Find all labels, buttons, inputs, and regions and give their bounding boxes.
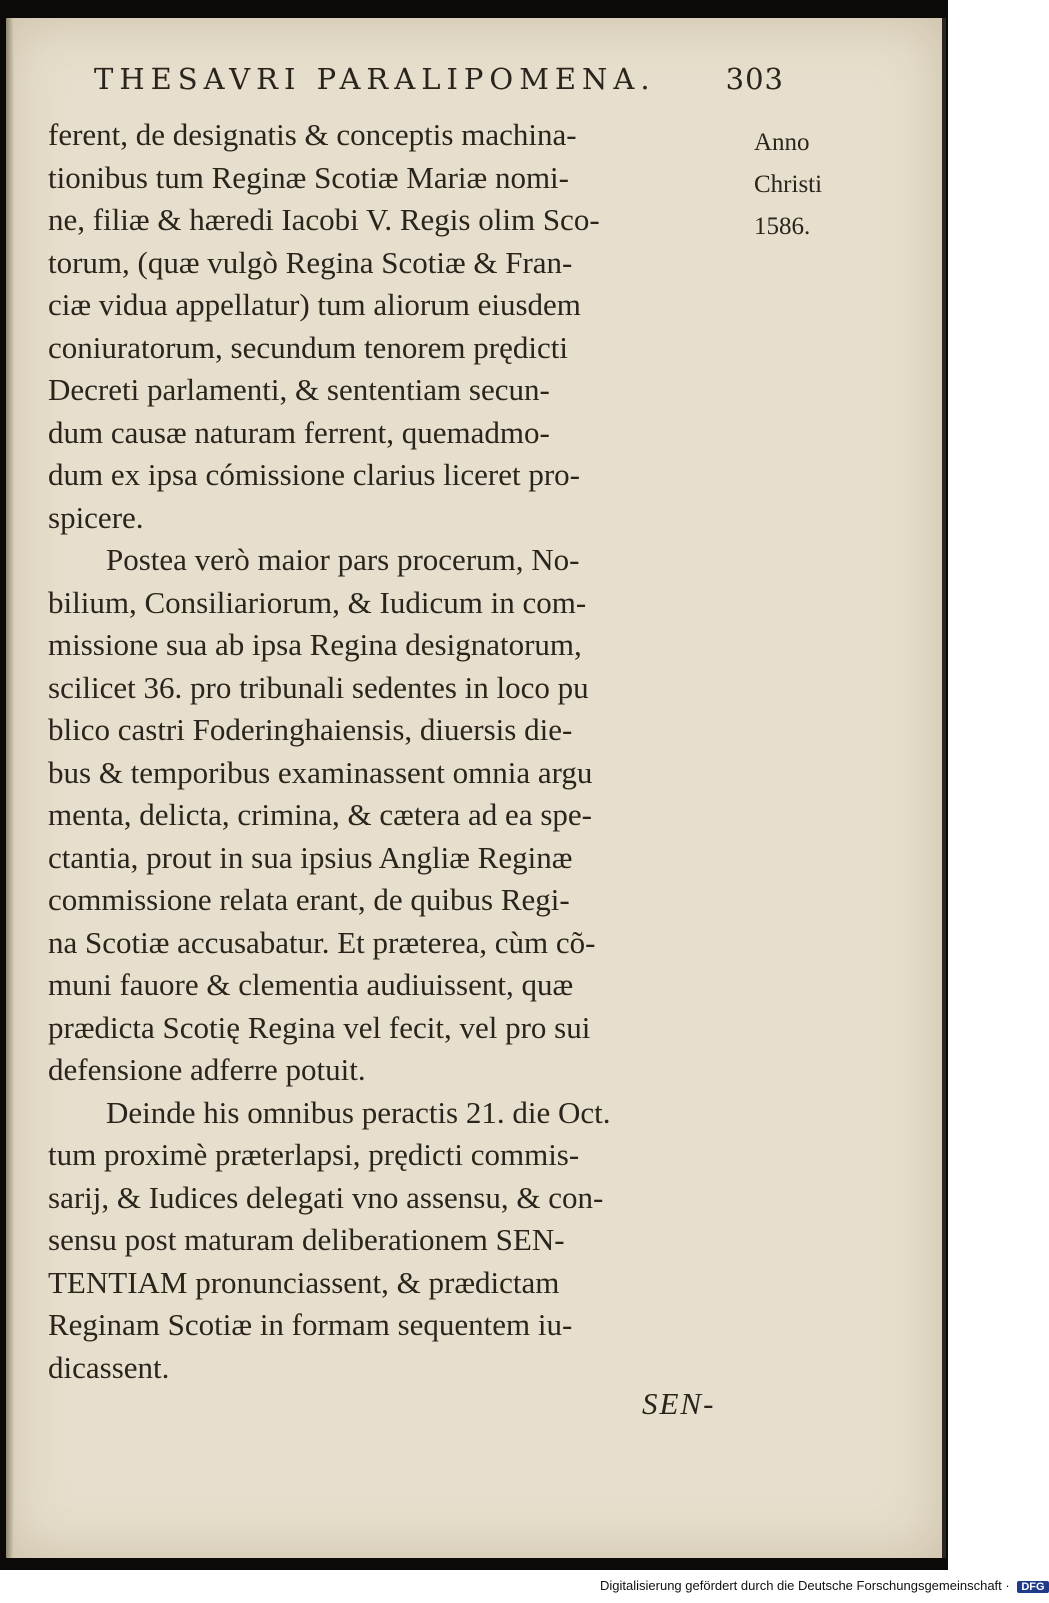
text-line: coniuratorum, secundum tenorem prędicti (48, 329, 568, 365)
body-text (48, 114, 748, 1389)
text-line: ctantia, prout in sua ipsius Angliæ Reginæ (48, 839, 573, 875)
text-line: missione sua ab ipsa Regina designatorum, (48, 627, 582, 662)
running-header (94, 62, 784, 102)
text-line: bus & temporibus examinassent omnia argu (48, 754, 593, 790)
text-line: TENTIAM pronunciassent, & prædictam (48, 1264, 560, 1300)
digitization-credit: Digitalisierung gefördert durch die Deutsche Forschungsgemeinschaft · DFG (600, 1578, 1000, 1600)
text-line: torum, (quæ vulgò Regina Scotiæ & Fran- (48, 244, 573, 280)
text-line: na Scotiæ accusabatur. Et præterea, cùm cõ- (48, 924, 596, 960)
text-line: Decreti parlamenti, & sententiam secun- (48, 372, 550, 407)
margin-note-line: Christi (754, 171, 823, 198)
running-title: THESAVRI PARALIPOMENA. (94, 62, 656, 96)
text-line: commissione relata erant, de quibus Regi- (48, 882, 570, 917)
text-line: prædicta Scotię Regina vel fecit, vel pro sui (48, 1009, 591, 1045)
text-line: muni fauore & clementia audiuissent, quæ (48, 967, 574, 1002)
text-line: bilium, Consiliariorum, & Iudicum in com- (48, 584, 587, 620)
text-line: defensione adferre potuit. (48, 1052, 366, 1087)
text-line: spicere. (48, 499, 144, 535)
text-line: scilicet 36. pro tribunali sedentes in loco pu (48, 669, 589, 705)
text-line: ciæ vidua appellatur) tum aliorum eiusdem (48, 287, 581, 322)
text-line: dum ex ipsa cómissione clarius liceret pro- (48, 457, 581, 492)
text-line: Reginam Scotiæ in formam sequentem iu- (48, 1307, 573, 1342)
text-line: sensu post maturam deliberationem SEN- (48, 1222, 565, 1257)
margin-note-line: Anno (754, 129, 810, 156)
text-line: ferent, de designatis & conceptis machina- (48, 117, 577, 152)
catchword: SEN- (642, 1386, 716, 1421)
text-line: dicassent. (48, 1349, 170, 1385)
margin-note-line: 1586. (754, 213, 811, 240)
text-line: tionibus tum Reginæ Scotiæ Mariæ nomi- (48, 159, 569, 195)
dfg-logo: DFG (1017, 1581, 1048, 1593)
text-line: dum causæ naturam ferrent, quemadmo- (48, 414, 550, 450)
text-line: blico castri Foderinghaiensis, diuersis die- (48, 712, 573, 747)
text-line: ne, filiæ & hæredi Iacobi V. Regis olim Sco- (48, 202, 600, 237)
margin-note (754, 122, 874, 248)
text-line: tum proximè præterlapsi, prędicti commis- (48, 1137, 580, 1172)
text-line: Deinde his omnibus peractis 21. die Oct. (106, 1094, 611, 1130)
book-page (6, 18, 946, 1558)
page-number: 303 (725, 62, 784, 96)
text-line: menta, delicta, crimina, & cætera ad ea spe- (48, 797, 592, 832)
text-line: sarij, & Iudices delegati vno assensu, & con- (48, 1179, 604, 1215)
page-gutter (6, 18, 14, 1558)
text-line: Postea verò maior pars procerum, No- (106, 542, 580, 577)
credit-text: Digitalisierung gefördert durch die Deutsche Forschungsgemeinschaft (600, 1578, 1002, 1593)
